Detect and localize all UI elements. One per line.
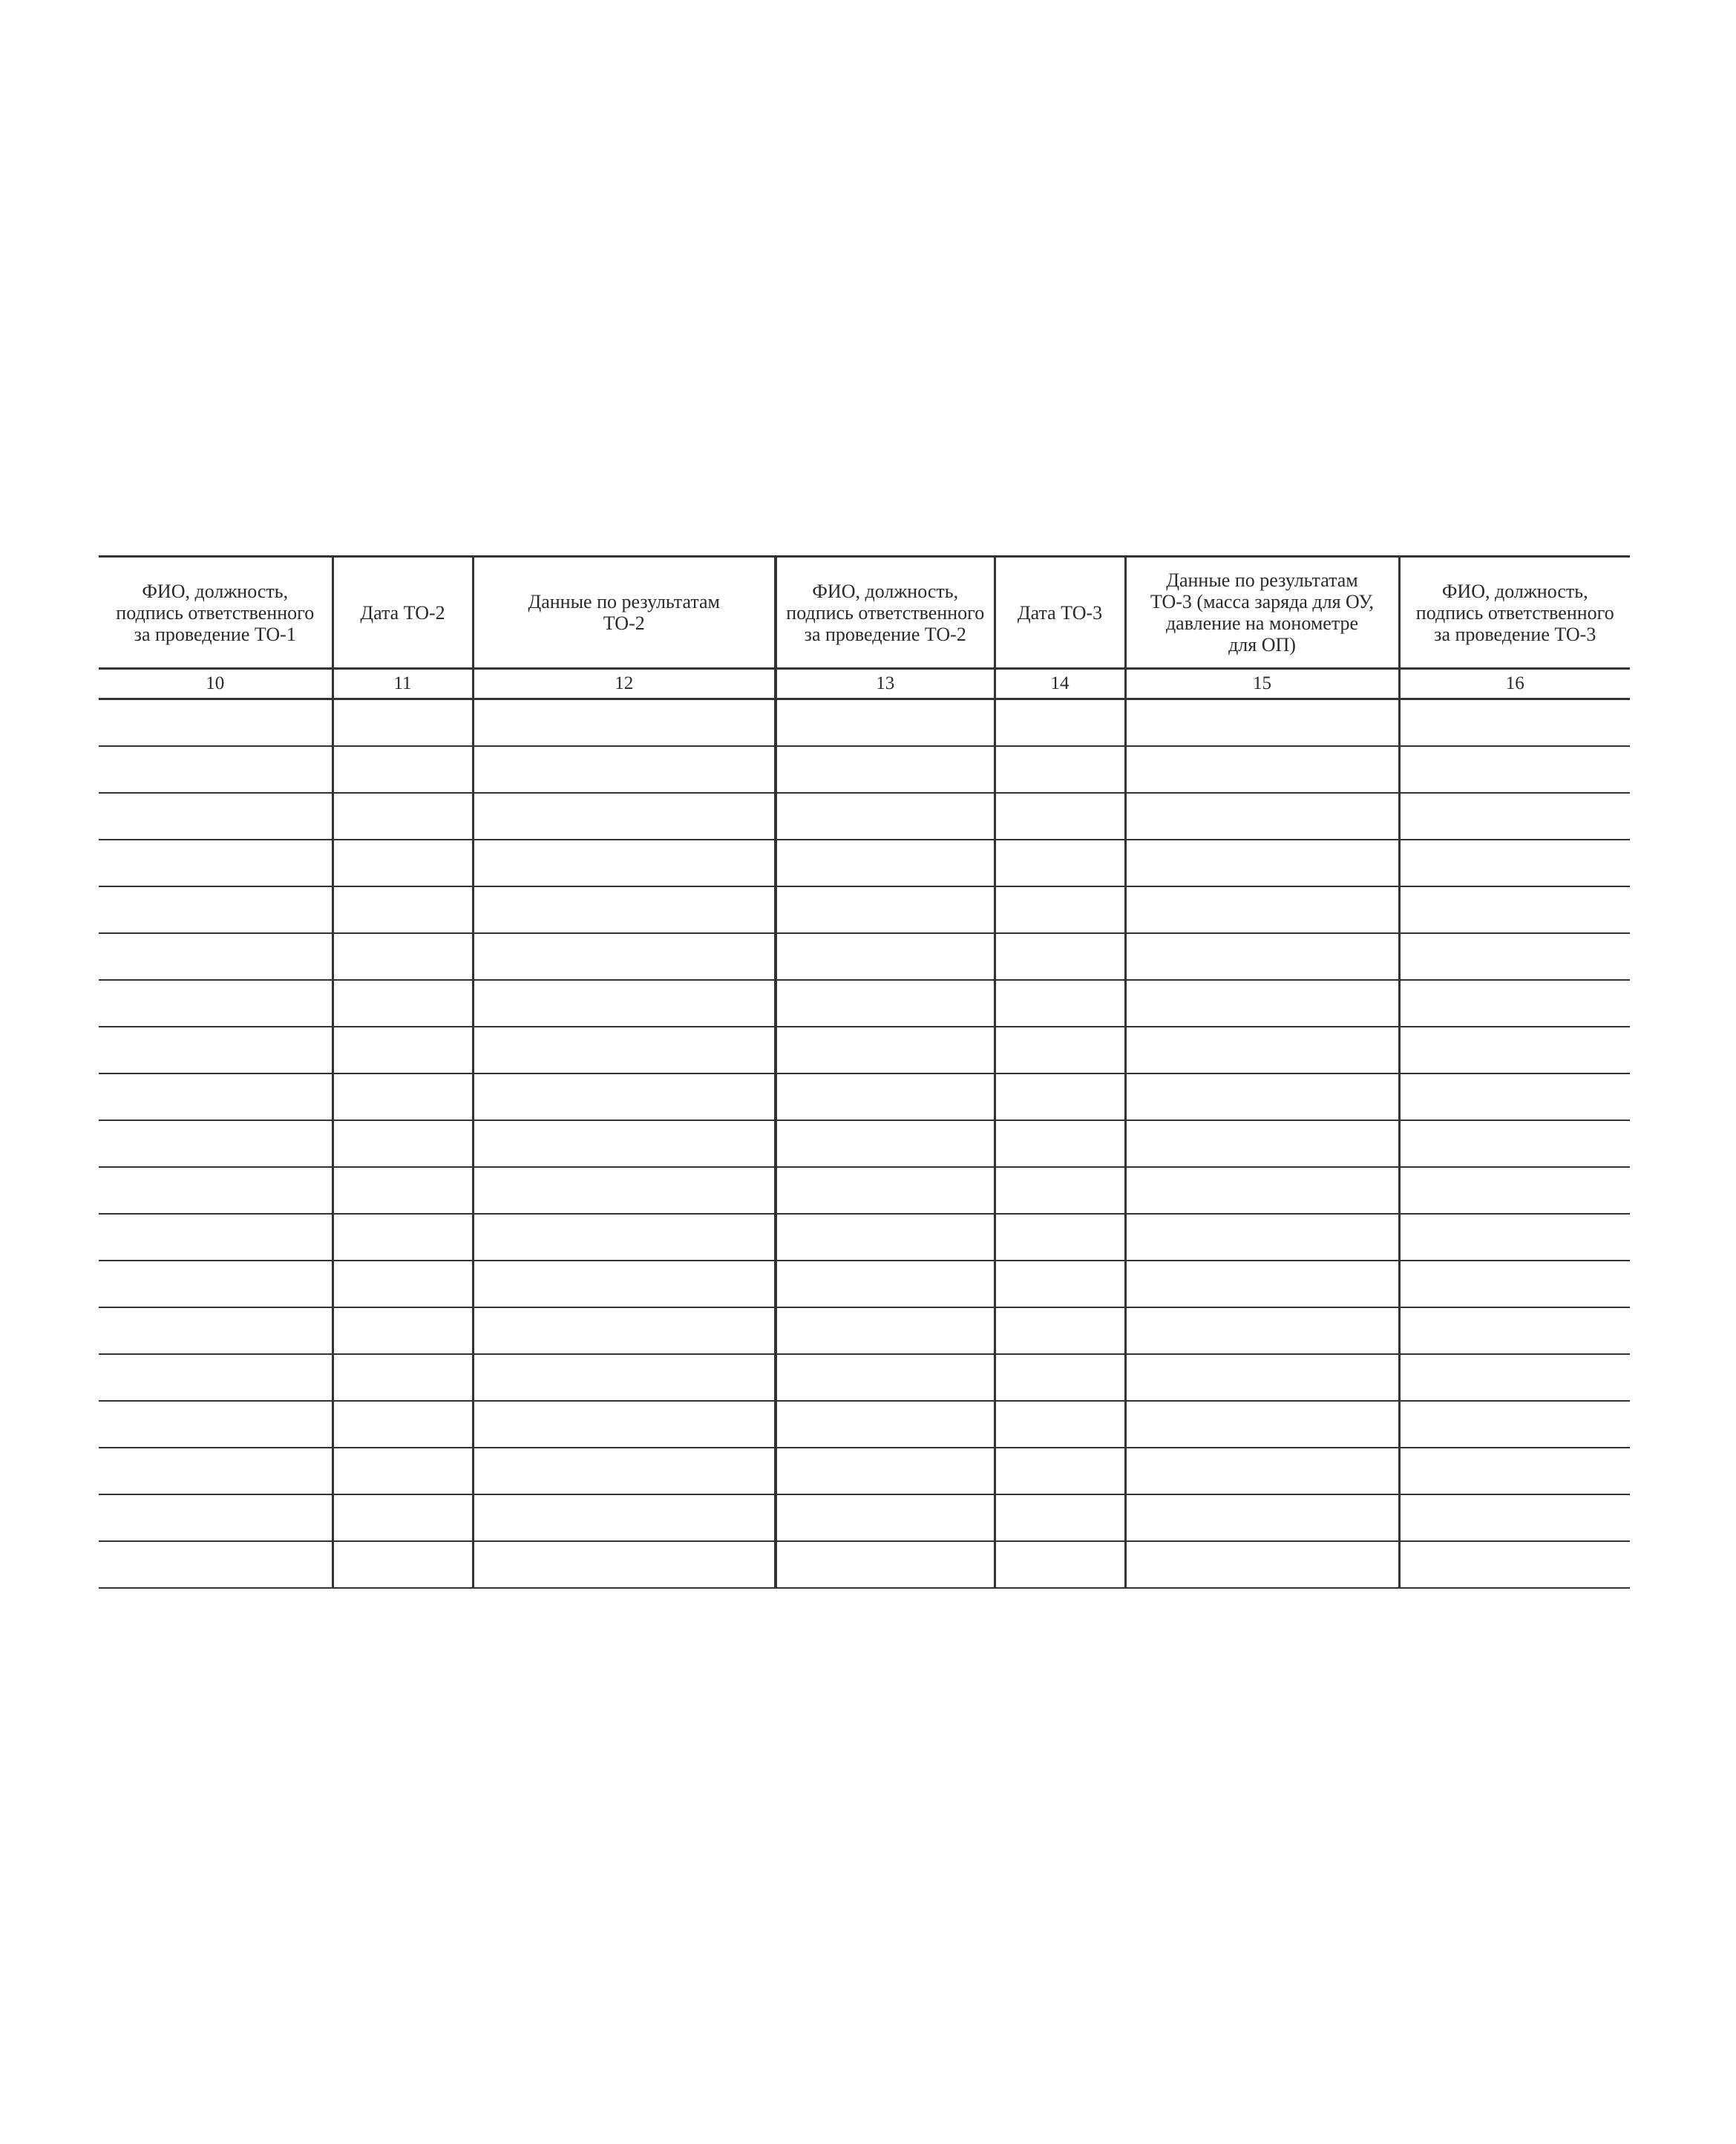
table-cell[interactable] bbox=[99, 1027, 333, 1073]
table-cell[interactable] bbox=[1399, 1073, 1630, 1120]
table-row bbox=[99, 1120, 1630, 1167]
table-cell[interactable] bbox=[99, 933, 333, 980]
maintenance-log-table bbox=[99, 555, 1630, 1589]
table-cell[interactable] bbox=[473, 1307, 776, 1354]
table-cell[interactable] bbox=[1125, 1073, 1399, 1120]
table-cell[interactable] bbox=[1399, 933, 1630, 980]
table-cell[interactable] bbox=[1125, 1354, 1399, 1401]
table-cell[interactable] bbox=[473, 746, 776, 793]
table-cell[interactable] bbox=[1399, 886, 1630, 933]
column-number: 15 bbox=[1125, 669, 1399, 699]
table-cell[interactable] bbox=[995, 1120, 1125, 1167]
table-cell[interactable] bbox=[99, 980, 333, 1027]
table-cell[interactable] bbox=[1399, 1214, 1630, 1261]
table-cell[interactable] bbox=[1125, 1027, 1399, 1073]
table-cell[interactable] bbox=[1125, 933, 1399, 980]
table-cell[interactable] bbox=[473, 793, 776, 840]
table-cell[interactable] bbox=[99, 746, 333, 793]
table-cell[interactable] bbox=[473, 1167, 776, 1214]
table-cell[interactable] bbox=[333, 980, 473, 1027]
table-cell[interactable] bbox=[333, 699, 473, 747]
table-cell[interactable] bbox=[1399, 1354, 1630, 1401]
header-responsible-to3: ФИО, должность, подпись ответственного за проведение ТО-3 bbox=[1399, 557, 1630, 669]
column-number-row bbox=[99, 669, 1630, 699]
table-cell[interactable] bbox=[776, 1073, 995, 1120]
table-cell[interactable] bbox=[333, 1401, 473, 1448]
table-cell[interactable] bbox=[776, 1167, 995, 1214]
table-cell[interactable] bbox=[473, 1401, 776, 1448]
table-cell[interactable] bbox=[1125, 1541, 1399, 1588]
maintenance-log-sheet bbox=[99, 555, 1630, 1589]
table-cell[interactable] bbox=[1125, 1167, 1399, 1214]
table-cell[interactable] bbox=[1125, 1448, 1399, 1494]
table-row bbox=[99, 1307, 1630, 1354]
table-cell[interactable] bbox=[1399, 1027, 1630, 1073]
table-cell[interactable] bbox=[1125, 746, 1399, 793]
table-cell[interactable] bbox=[473, 1027, 776, 1073]
table-cell[interactable] bbox=[1399, 840, 1630, 886]
table-row bbox=[99, 933, 1630, 980]
table-cell[interactable] bbox=[333, 793, 473, 840]
table-cell[interactable] bbox=[776, 1120, 995, 1167]
table-row bbox=[99, 1027, 1630, 1073]
column-number: 16 bbox=[1399, 669, 1630, 699]
table-cell[interactable] bbox=[99, 1541, 333, 1588]
table-cell[interactable] bbox=[776, 1027, 995, 1073]
column-number: 10 bbox=[99, 669, 333, 699]
table-cell[interactable] bbox=[995, 1027, 1125, 1073]
table-cell[interactable] bbox=[99, 886, 333, 933]
table-cell[interactable] bbox=[99, 840, 333, 886]
table-cell[interactable] bbox=[99, 1261, 333, 1307]
table-cell[interactable] bbox=[333, 1027, 473, 1073]
header-row bbox=[99, 557, 1630, 669]
table-cell[interactable] bbox=[333, 1541, 473, 1588]
table-row bbox=[99, 1494, 1630, 1541]
table-cell[interactable] bbox=[995, 1494, 1125, 1541]
table-row bbox=[99, 1167, 1630, 1214]
table-cell[interactable] bbox=[1125, 840, 1399, 886]
column-number: 12 bbox=[473, 669, 776, 699]
table-cell[interactable] bbox=[776, 886, 995, 933]
table-cell[interactable] bbox=[473, 699, 776, 747]
table-cell[interactable] bbox=[995, 1448, 1125, 1494]
table-cell[interactable] bbox=[333, 886, 473, 933]
table-cell[interactable] bbox=[995, 1354, 1125, 1401]
table-cell[interactable] bbox=[333, 1214, 473, 1261]
table-cell[interactable] bbox=[473, 1120, 776, 1167]
table-cell[interactable] bbox=[1399, 746, 1630, 793]
table-cell[interactable] bbox=[99, 1073, 333, 1120]
table-cell[interactable] bbox=[995, 1307, 1125, 1354]
table-cell[interactable] bbox=[1399, 1120, 1630, 1167]
table-cell[interactable] bbox=[776, 746, 995, 793]
table-cell[interactable] bbox=[1125, 1494, 1399, 1541]
table-cell[interactable] bbox=[473, 1494, 776, 1541]
table-cell[interactable] bbox=[1125, 886, 1399, 933]
table-cell[interactable] bbox=[995, 699, 1125, 747]
table-cell[interactable] bbox=[99, 793, 333, 840]
table-row bbox=[99, 1073, 1630, 1120]
table-cell[interactable] bbox=[333, 1261, 473, 1307]
table-row bbox=[99, 886, 1630, 933]
table-cell[interactable] bbox=[1399, 1261, 1630, 1307]
table-cell[interactable] bbox=[1399, 980, 1630, 1027]
table-cell[interactable] bbox=[473, 1261, 776, 1307]
table-row bbox=[99, 980, 1630, 1027]
table-row bbox=[99, 1401, 1630, 1448]
table-cell[interactable] bbox=[333, 1073, 473, 1120]
table-cell[interactable] bbox=[473, 886, 776, 933]
table-cell[interactable] bbox=[1399, 1494, 1630, 1541]
table-cell[interactable] bbox=[333, 933, 473, 980]
table-cell[interactable] bbox=[1125, 1307, 1399, 1354]
table-cell[interactable] bbox=[473, 1354, 776, 1401]
table-cell[interactable] bbox=[995, 793, 1125, 840]
table-row bbox=[99, 840, 1630, 886]
header-results-to3: Данные по результатам ТО-3 (масса заряда для ОУ, давление на монометре для ОП) bbox=[1125, 557, 1399, 669]
table-cell[interactable] bbox=[473, 1448, 776, 1494]
table-cell[interactable] bbox=[1125, 1214, 1399, 1261]
table-cell[interactable] bbox=[99, 1167, 333, 1214]
table-cell[interactable] bbox=[333, 1354, 473, 1401]
table-cell[interactable] bbox=[776, 793, 995, 840]
table-cell[interactable] bbox=[99, 1307, 333, 1354]
table-cell[interactable] bbox=[1125, 699, 1399, 747]
table-cell[interactable] bbox=[776, 1541, 995, 1588]
table-cell[interactable] bbox=[995, 1214, 1125, 1261]
table-cell[interactable] bbox=[776, 1214, 995, 1261]
header-responsible-to2: ФИО, должность, подпись ответственного за проведение ТО-2 bbox=[776, 557, 995, 669]
table-cell[interactable] bbox=[776, 1354, 995, 1401]
table-cell[interactable] bbox=[1125, 1120, 1399, 1167]
table-cell[interactable] bbox=[473, 980, 776, 1027]
table-cell[interactable] bbox=[1399, 1541, 1630, 1588]
table-cell[interactable] bbox=[473, 1214, 776, 1261]
table-cell[interactable] bbox=[99, 1354, 333, 1401]
table-cell[interactable] bbox=[776, 1448, 995, 1494]
table-cell[interactable] bbox=[473, 933, 776, 980]
table-row bbox=[99, 746, 1630, 793]
table-cell[interactable] bbox=[1399, 1401, 1630, 1448]
table-cell[interactable] bbox=[99, 1120, 333, 1167]
table-cell[interactable] bbox=[333, 1448, 473, 1494]
table-cell[interactable] bbox=[995, 840, 1125, 886]
table-cell[interactable] bbox=[1399, 699, 1630, 747]
column-number: 14 bbox=[995, 669, 1125, 699]
table-row bbox=[99, 1214, 1630, 1261]
table-cell[interactable] bbox=[776, 840, 995, 886]
table-row bbox=[99, 1261, 1630, 1307]
table-cell[interactable] bbox=[1399, 1167, 1630, 1214]
table-cell[interactable] bbox=[99, 699, 333, 747]
table-cell[interactable] bbox=[333, 746, 473, 793]
table-cell[interactable] bbox=[1125, 980, 1399, 1027]
table-cell[interactable] bbox=[99, 1401, 333, 1448]
table-cell[interactable] bbox=[333, 1167, 473, 1214]
header-results-to2: Данные по результатам ТО-2 bbox=[473, 557, 776, 669]
table-cell[interactable] bbox=[995, 1261, 1125, 1307]
table-cell[interactable] bbox=[995, 1167, 1125, 1214]
table-cell[interactable] bbox=[333, 1494, 473, 1541]
table-row bbox=[99, 1448, 1630, 1494]
table-cell[interactable] bbox=[776, 1307, 995, 1354]
header-date-to2: Дата ТО-2 bbox=[333, 557, 473, 669]
table-cell[interactable] bbox=[99, 1494, 333, 1541]
table-cell[interactable] bbox=[776, 1401, 995, 1448]
table-row bbox=[99, 793, 1630, 840]
table-body bbox=[99, 699, 1630, 1589]
table-cell[interactable] bbox=[1399, 793, 1630, 840]
table-cell[interactable] bbox=[473, 1541, 776, 1588]
column-number: 13 bbox=[776, 669, 995, 699]
table-cell[interactable] bbox=[995, 1401, 1125, 1448]
table-cell[interactable] bbox=[333, 1120, 473, 1167]
header-date-to3: Дата ТО-3 bbox=[995, 557, 1125, 669]
table-cell[interactable] bbox=[776, 1494, 995, 1541]
table-row bbox=[99, 1541, 1630, 1588]
table-cell[interactable] bbox=[1125, 793, 1399, 840]
table-cell[interactable] bbox=[473, 1073, 776, 1120]
table-row bbox=[99, 699, 1630, 747]
table-cell[interactable] bbox=[995, 1541, 1125, 1588]
table-row bbox=[99, 1354, 1630, 1401]
table-cell[interactable] bbox=[995, 1073, 1125, 1120]
column-number: 11 bbox=[333, 669, 473, 699]
table-cell[interactable] bbox=[995, 886, 1125, 933]
table-cell[interactable] bbox=[99, 1448, 333, 1494]
table-cell[interactable] bbox=[995, 980, 1125, 1027]
table-cell[interactable] bbox=[1399, 1448, 1630, 1494]
table-cell[interactable] bbox=[995, 746, 1125, 793]
table-cell[interactable] bbox=[473, 840, 776, 886]
table-cell[interactable] bbox=[776, 699, 995, 747]
table-cell[interactable] bbox=[333, 840, 473, 886]
table-cell[interactable] bbox=[776, 1261, 995, 1307]
table-cell[interactable] bbox=[776, 980, 995, 1027]
table-cell[interactable] bbox=[1125, 1401, 1399, 1448]
table-cell[interactable] bbox=[99, 1214, 333, 1261]
table-cell[interactable] bbox=[776, 933, 995, 980]
header-responsible-to1: ФИО, должность, подпись ответственного за проведение ТО-1 bbox=[99, 557, 333, 669]
table-cell[interactable] bbox=[1399, 1307, 1630, 1354]
table-cell[interactable] bbox=[1125, 1261, 1399, 1307]
table-cell[interactable] bbox=[333, 1307, 473, 1354]
table-cell[interactable] bbox=[995, 933, 1125, 980]
